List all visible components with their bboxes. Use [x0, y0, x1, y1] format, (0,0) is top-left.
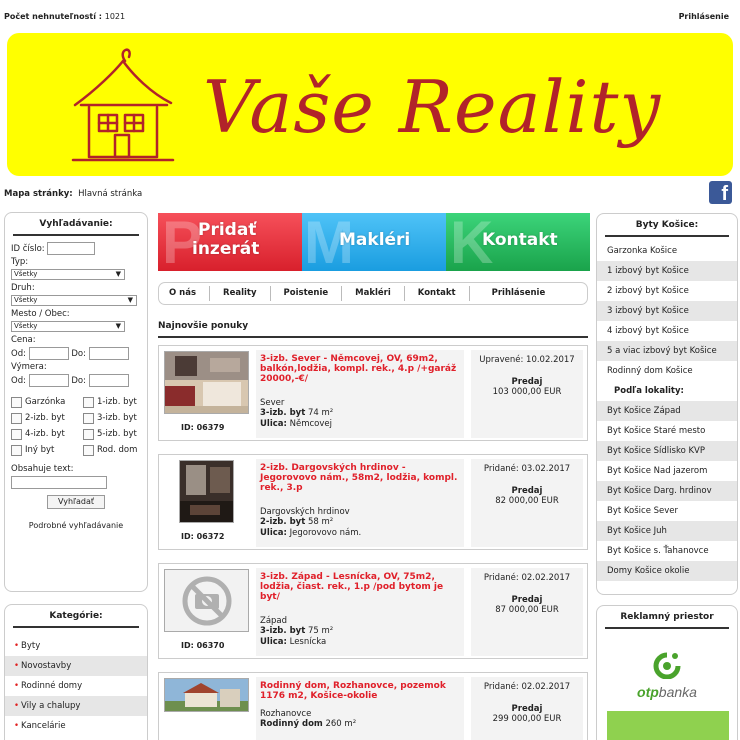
bullet-icon: • — [14, 701, 20, 711]
bullet-icon: • — [14, 681, 20, 691]
room-checkboxes — [11, 396, 141, 457]
locality-link[interactable]: Byt Košice Sídlisko KVP — [597, 441, 737, 461]
promo-tiles — [158, 213, 590, 271]
area-label: Výmera: — [11, 362, 47, 372]
listing-title[interactable]: 3-izb. Západ - Lesnícka, OV, 75m2, lodžia, čiast. rek., 1.p /pod bytom je byt/ — [260, 572, 444, 602]
ad-strip[interactable] — [607, 711, 729, 740]
listing-street-row — [260, 528, 460, 539]
ads-panel — [596, 605, 738, 740]
area-row — [11, 374, 141, 388]
add-listing-tile[interactable] — [158, 213, 302, 271]
section-title: Najnovšie ponuky — [158, 321, 588, 338]
checkbox-3-izb[interactable]: 3-izb. byt — [83, 412, 143, 425]
checkbox-5-izb[interactable]: 5-izb. byt — [83, 428, 143, 441]
listing-transaction: Predaj — [511, 704, 543, 714]
kosice-flats-list — [597, 241, 737, 581]
property-count-label: Počet nehnuteľností : — [4, 12, 102, 21]
locality-link[interactable]: Byt Košice Sever — [607, 506, 679, 516]
locality-link[interactable]: Byt Košice s. Ťahanovce — [607, 546, 709, 556]
listing-location: Rozhanovce — [260, 709, 312, 719]
flat-link[interactable]: Rodinný dom Košice — [607, 366, 693, 376]
listing-street: Lesnícka — [289, 637, 327, 647]
tile-label: Pridať — [198, 220, 257, 240]
locality-link[interactable]: Byt Košice Staré mesto — [607, 426, 706, 436]
checkbox-box[interactable] — [83, 413, 94, 424]
otp-brand-text: otpbanka — [637, 684, 697, 700]
listing-photo[interactable] — [179, 460, 234, 523]
listing-transaction: Predaj — [511, 595, 543, 605]
tile-label: Makléri — [339, 230, 411, 250]
categories-list — [5, 636, 147, 736]
listing-street-row — [260, 419, 460, 430]
category-item[interactable]: • Kancelárie — [14, 721, 66, 731]
listing-street-label: Ulica: — [260, 419, 287, 429]
checkbox-iny-byt[interactable]: Iný byt — [11, 444, 83, 457]
id-label: ID číslo: — [11, 244, 45, 254]
checkbox-4-izb[interactable]: 4-izb. byt — [11, 428, 83, 441]
listing-type-row — [260, 517, 460, 528]
listing-photo[interactable] — [164, 569, 249, 632]
listing-title[interactable]: 3-izb. Sever - Němcovej, OV, 69m2, balkón,lodžia, kompl. rek., 4.p /+garáž 20000,-€/ — [260, 354, 457, 384]
listing-card[interactable] — [158, 672, 588, 740]
listing-street-label: Ulica: — [260, 637, 287, 647]
listing-id: ID: 06370 — [181, 641, 225, 650]
locality-link[interactable]: Byt Košice Západ — [597, 401, 737, 421]
checkbox-box[interactable] — [11, 413, 22, 424]
price-to-label: Do: — [71, 349, 86, 359]
listing-price: 87 000,00 EUR — [495, 605, 559, 615]
breadcrumb-current: Hlavná stránka — [78, 189, 143, 199]
ads-title: Reklamný priestor — [605, 606, 729, 629]
checkbox-box[interactable] — [83, 445, 94, 456]
listing-street-row — [260, 637, 460, 648]
flat-link[interactable]: 1 izbový byt Košice — [597, 261, 737, 281]
area-from-label: Od: — [11, 376, 26, 386]
listing-id: ID: 06372 — [181, 532, 225, 541]
site-logo-text: Vaše Reality — [203, 65, 662, 149]
listing-type: 3-izb. byt — [260, 626, 306, 636]
flat-link[interactable]: 4 izbový byt Košice — [607, 326, 689, 336]
checkbox-rod-dom[interactable]: Rod. dom — [83, 444, 143, 457]
id-input[interactable] — [47, 242, 95, 255]
otp-banner[interactable] — [597, 651, 737, 700]
checkbox-garzonka[interactable]: Garzónka — [11, 396, 83, 409]
checkbox-box[interactable] — [11, 397, 22, 408]
breadcrumb — [4, 189, 142, 199]
listing-price-box — [471, 677, 583, 740]
property-count-value: 1021 — [104, 12, 126, 21]
listing-price: 299 000,00 EUR — [492, 714, 562, 724]
city-select[interactable]: Všetky ▼ — [11, 321, 125, 332]
locality-heading: Podľa lokality: — [614, 386, 684, 396]
kosice-flats-panel — [596, 213, 738, 595]
category-item[interactable]: • Vily a chalupy — [5, 696, 147, 716]
checkbox-2-izb[interactable]: 2-izb. byt — [11, 412, 83, 425]
id-row — [11, 242, 141, 256]
price-to-input[interactable] — [89, 347, 129, 360]
listing-size: 260 m² — [325, 719, 357, 729]
otp-logo-icon — [652, 651, 682, 679]
checkbox-box[interactable] — [83, 397, 94, 408]
listing-details — [256, 459, 464, 547]
listing-date: Upravené: 10.02.2017 — [479, 355, 575, 365]
type-select[interactable]: Všetky ▼ — [11, 269, 125, 280]
listing-size: 74 m² — [307, 408, 334, 418]
listing-card[interactable] — [158, 345, 588, 441]
bullet-icon: • — [14, 641, 20, 651]
locality-link[interactable]: Byt Košice Juh — [597, 521, 737, 541]
categories-panel — [4, 604, 148, 740]
room-photo-icon — [180, 461, 234, 523]
price-label: Cena: — [11, 335, 36, 345]
kind-label: Druh: — [11, 283, 35, 293]
listing-date: Pridané: 03.02.2017 — [483, 464, 571, 474]
room-photo-icon — [165, 352, 249, 414]
listing-price-box — [471, 350, 583, 438]
listing-type-row — [260, 408, 460, 419]
listing-type: 2-izb. byt — [260, 517, 306, 527]
area-from-input[interactable] — [29, 374, 69, 387]
listing-details — [256, 568, 464, 656]
site-banner[interactable] — [7, 33, 733, 176]
checkbox-box[interactable] — [11, 445, 22, 456]
top-bar — [4, 12, 736, 24]
nav-about[interactable]: O nás — [159, 286, 210, 301]
tile-watermark-letter: M — [304, 213, 354, 271]
nav-login[interactable]: Prihlásenie — [491, 288, 546, 298]
category-item[interactable]: • Rodinné domy — [14, 681, 83, 691]
nav-contact[interactable]: Kontakt — [405, 286, 470, 301]
price-row — [11, 347, 141, 361]
text-search-input[interactable] — [11, 476, 107, 489]
listing-price-box — [471, 568, 583, 656]
flat-link[interactable]: 2 izbový byt Košice — [607, 286, 689, 296]
main-nav — [158, 282, 588, 305]
nav-insurance[interactable]: Poistenie — [271, 286, 343, 301]
checkbox-1-izb[interactable]: 1-izb. byt — [83, 396, 143, 409]
listing-transaction: Predaj — [511, 486, 543, 496]
listing-size: 75 m² — [307, 626, 334, 636]
area-to-input[interactable] — [89, 374, 129, 387]
text-search-label: Obsahuje text: — [11, 464, 74, 474]
search-panel — [4, 212, 148, 592]
search-button[interactable]: Vyhľadať — [47, 495, 105, 509]
house-logo-icon — [67, 39, 177, 167]
tile-watermark-letter: K — [450, 213, 494, 271]
listing-street: Jegorovovo nám. — [289, 528, 362, 538]
breadcrumb-label: Mapa stránky: — [4, 189, 73, 199]
kind-select[interactable]: Všetky ▼ — [11, 295, 137, 306]
flat-link[interactable]: Garzonka Košice — [607, 246, 678, 256]
listing-type: Rodinný dom — [260, 719, 323, 729]
listing-date: Pridané: 02.02.2017 — [483, 573, 571, 583]
facebook-icon[interactable]: f — [709, 181, 732, 204]
listing-price: 82 000,00 EUR — [495, 496, 559, 506]
nav-reality[interactable]: Reality — [210, 286, 270, 301]
tile-label: inzerát — [192, 239, 260, 259]
listing-type: 3-izb. byt — [260, 408, 306, 418]
categories-title: Kategórie: — [13, 605, 139, 628]
advanced-search-link[interactable]: Podrobné vyhľadávanie — [28, 521, 124, 530]
bullet-icon: • — [14, 721, 20, 731]
type-label: Typ: — [11, 257, 29, 267]
listing-details — [256, 350, 464, 438]
bullet-icon: • — [14, 661, 20, 671]
listing-title[interactable]: Rodinný dom, Rozhanovce, pozemok 1176 m2, Košice-okolie — [260, 681, 446, 701]
tile-watermark-letter: P — [162, 213, 203, 271]
listing-type-row — [260, 719, 460, 730]
listing-photo[interactable] — [164, 678, 249, 712]
kosice-flats-title: Byty Košice: — [605, 214, 729, 237]
checkbox-box[interactable] — [11, 429, 22, 440]
search-panel-title: Vyhľadávanie: — [13, 213, 139, 236]
listing-location: Dargovských hrdinov — [260, 507, 350, 517]
listing-transaction: Predaj — [511, 377, 543, 387]
listing-location: Západ — [260, 616, 288, 626]
brokers-tile[interactable] — [302, 213, 446, 271]
listing-price: 103 000,00 EUR — [492, 387, 562, 397]
city-label: Mesto / Obec: — [11, 309, 70, 319]
listing-card[interactable] — [158, 454, 588, 550]
contact-tile[interactable] — [446, 213, 590, 271]
flat-link[interactable]: 3 izbový byt Košice — [597, 301, 737, 321]
category-item[interactable]: • Byty — [14, 641, 41, 651]
nav-brokers[interactable]: Makléri — [342, 286, 405, 301]
listing-date: Pridané: 02.02.2017 — [483, 682, 571, 692]
login-link[interactable]: Prihlásenie — [678, 12, 729, 21]
listing-street: Němcovej — [289, 419, 332, 429]
locality-link[interactable]: Domy Košice okolie — [597, 561, 737, 581]
tile-label: Kontakt — [482, 230, 558, 250]
locality-link[interactable]: Byt Košice Darg. hrdinov — [597, 481, 737, 501]
listing-location: Sever — [260, 398, 285, 408]
listing-card[interactable] — [158, 563, 588, 659]
listing-photo[interactable] — [164, 351, 249, 414]
listing-street-label: Ulica: — [260, 528, 287, 538]
price-from-input[interactable] — [29, 347, 69, 360]
checkbox-box[interactable] — [83, 429, 94, 440]
listing-type-row — [260, 626, 460, 637]
no-photo-icon — [165, 570, 249, 632]
property-count — [4, 12, 125, 21]
listing-id: ID: 06379 — [181, 423, 225, 432]
listing-details — [256, 677, 464, 740]
area-to-label: Do: — [71, 376, 86, 386]
locality-link[interactable]: Byt Košice Nad jazerom — [607, 466, 708, 476]
listing-size: 58 m² — [307, 517, 334, 527]
category-item[interactable]: • Novostavby — [5, 656, 147, 676]
listing-title[interactable]: 2-izb. Dargovských hrdinov - Jegorovovo nám., 58m2, lodžia, kompl. rek., 3.p — [260, 463, 458, 493]
flat-link[interactable]: 5 a viac izbový byt Košice — [597, 341, 737, 361]
price-from-label: Od: — [11, 349, 26, 359]
listing-price-box — [471, 459, 583, 547]
house-photo-icon — [165, 679, 249, 712]
